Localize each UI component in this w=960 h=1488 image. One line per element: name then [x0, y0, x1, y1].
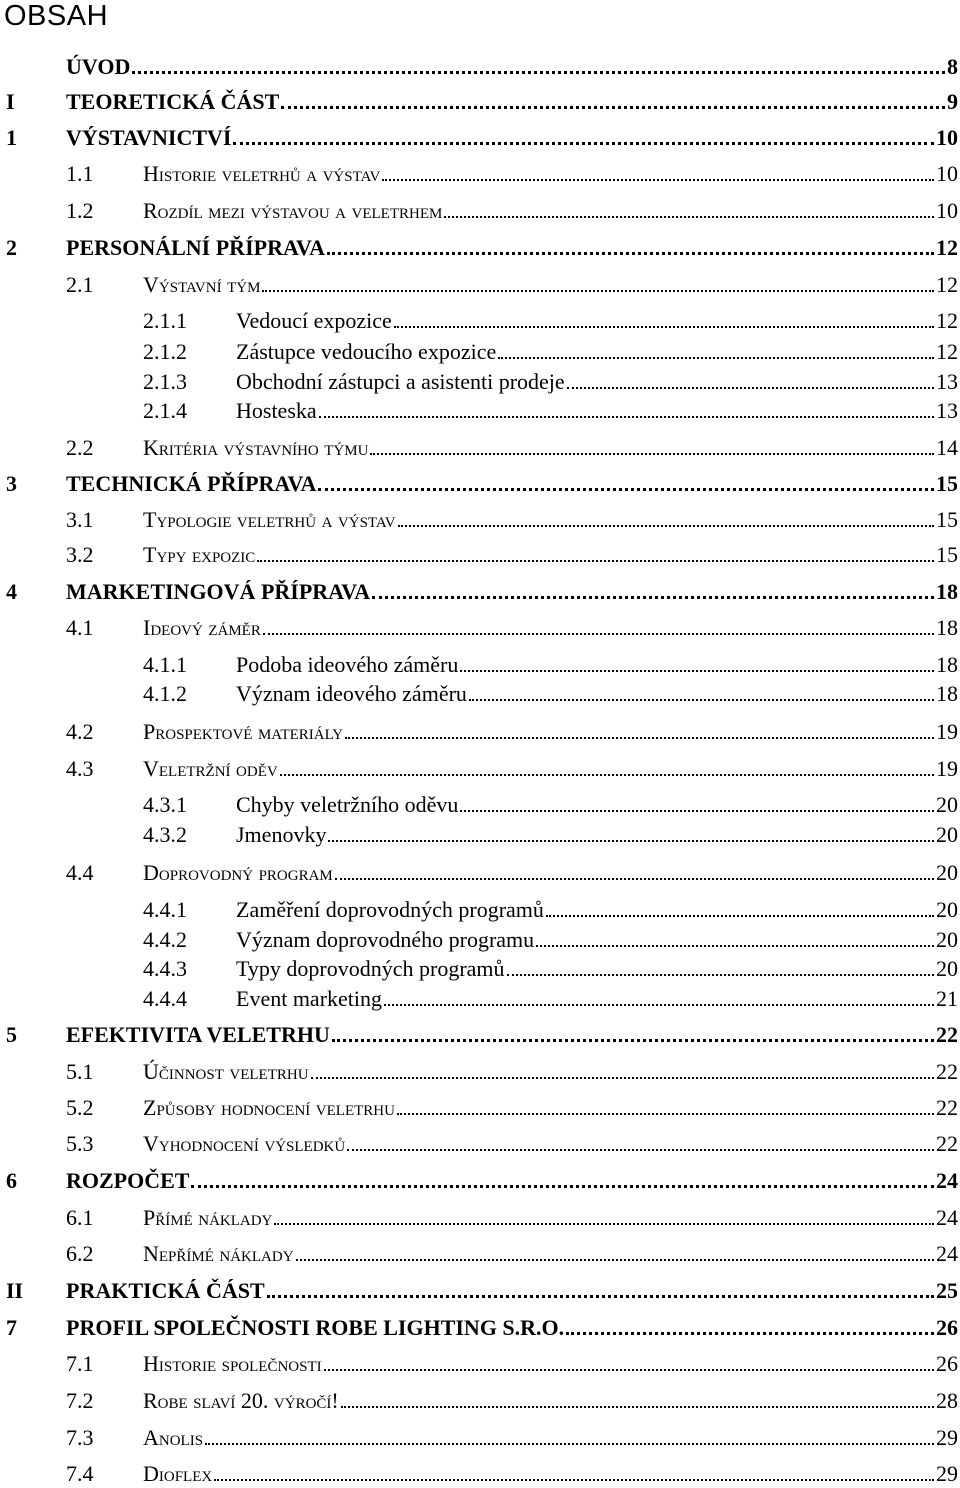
dot-leader [505, 955, 936, 983]
toc-entry-page: 10 [936, 198, 958, 223]
toc-entry-number: 7.2 [66, 1388, 94, 1413]
toc-entry-number: 4.4.2 [143, 927, 187, 952]
toc-entry-page: 21 [936, 986, 958, 1011]
dot-leader [326, 821, 936, 849]
dot-leader [467, 680, 936, 708]
toc-entry-page: 22 [936, 1095, 958, 1120]
toc-entry-number: 2.1.1 [143, 308, 187, 333]
toc-entry-title: TEORETICKÁ ČÁST [66, 89, 280, 114]
toc-entry-page: 12 [936, 272, 958, 297]
toc-entry-number: 4.4.4 [143, 986, 187, 1011]
toc-entry-number: 3.2 [66, 542, 94, 567]
toc-entry-number: 5.2 [66, 1095, 94, 1120]
toc-entry-page: 22 [936, 1022, 958, 1047]
toc-entry[interactable] [0, 541, 958, 569]
toc-entry[interactable] [0, 651, 958, 679]
toc-entry-number: 1.1 [66, 161, 94, 186]
toc-entry-page: 15 [936, 542, 958, 567]
toc-entry-title: VÝSTAVNICTVÍ [66, 125, 232, 150]
toc-entry[interactable] [0, 271, 958, 299]
toc-entry-title: Nepřímé náklady [143, 1241, 294, 1266]
toc-entry-number: 4.3.1 [143, 792, 187, 817]
toc-entry[interactable] [0, 338, 958, 366]
toc-entry[interactable] [0, 160, 958, 188]
dot-leader [322, 1350, 936, 1378]
toc-entry-title: Vyhodnocení výsledků [143, 1131, 346, 1156]
toc-entry-number: 2.1 [66, 272, 94, 297]
toc-entry[interactable] [6, 578, 958, 606]
toc-entry-number: 4.4.1 [143, 897, 187, 922]
toc-heading: OBSAH [4, 0, 109, 32]
toc-entry-title: ÚVOD [66, 54, 131, 79]
toc-entry[interactable] [0, 506, 958, 534]
toc-entry[interactable] [0, 1424, 958, 1452]
toc-entry[interactable] [0, 1130, 958, 1158]
toc-entry-number: 7.1 [66, 1351, 94, 1376]
toc-entry-title: Dioflex [143, 1461, 213, 1486]
toc-entry-title: TECHNICKÁ PŘÍPRAVA [66, 471, 317, 496]
dot-leader [345, 1130, 936, 1158]
toc-entry-page: 24 [936, 1205, 958, 1230]
toc-entry-title: Rozdíl mezi výstavou a veletrhem [143, 198, 443, 223]
dot-leader [343, 718, 936, 746]
dot-leader [442, 197, 936, 225]
toc-entry-page: 20 [936, 956, 958, 981]
toc-entry-title: Vedoucí expozice [236, 308, 392, 333]
toc-entry[interactable] [0, 896, 958, 924]
toc-entry-page: 8 [947, 54, 958, 79]
toc-entry-title: Jmenovky [236, 822, 327, 847]
toc-entry-page: 18 [936, 652, 958, 677]
toc-entry-title: Chyby veletržního oděvu [236, 792, 459, 817]
toc-entry-number: II [6, 1278, 24, 1303]
toc-entry-page: 15 [936, 471, 958, 496]
toc-entry-title: Podoba ideového záměru [236, 652, 459, 677]
toc-entry-number: 5 [6, 1022, 17, 1047]
toc-entry[interactable] [6, 1167, 958, 1195]
toc-entry-title: Ideový záměr [143, 615, 261, 640]
dot-leader [316, 470, 936, 498]
toc-entry-page: 13 [936, 369, 958, 394]
toc-entry-title: Význam doprovodného programu [236, 927, 535, 952]
toc-entry[interactable] [0, 1240, 958, 1268]
toc-entry-number: 2.1.4 [143, 398, 187, 423]
dot-leader [278, 755, 936, 783]
toc-entry-title: Zaměření doprovodných programů [236, 897, 544, 922]
dot-leader [130, 53, 947, 81]
toc-entry-page: 29 [936, 1425, 958, 1450]
dot-leader [260, 271, 936, 299]
dot-leader [339, 1387, 936, 1415]
toc-entry[interactable] [0, 614, 958, 642]
toc-entry-title: Výstavní tým [143, 272, 261, 297]
toc-entry-title: Obchodní zástupci a asistenti prodeje [236, 369, 565, 394]
toc-entry-number: 4.1.1 [143, 652, 187, 677]
toc-entry[interactable] [0, 859, 958, 887]
dot-leader [333, 859, 936, 887]
toc-entry-number: 5.1 [66, 1059, 94, 1084]
toc-entry[interactable] [0, 307, 958, 335]
toc-entry-page: 12 [936, 308, 958, 333]
toc-entry-number: 1 [6, 125, 17, 150]
toc-entry[interactable] [0, 1387, 958, 1415]
toc-entry-number: 4.1.2 [143, 681, 187, 706]
toc-entry-page: 19 [936, 756, 958, 781]
toc-entry-number: 5.3 [66, 1131, 94, 1156]
toc-entry-page: 25 [936, 1278, 958, 1303]
dot-leader [458, 651, 936, 679]
toc-entry-number: 2.1.2 [143, 339, 187, 364]
toc-entry-page: 22 [936, 1131, 958, 1156]
toc-entry-title: Typologie veletrhů a výstav [143, 507, 396, 532]
toc-entry-page: 14 [936, 435, 958, 460]
toc-entry-number: 6.2 [66, 1241, 94, 1266]
toc-entry-number: I [6, 89, 15, 114]
toc-entry-title: Historie veletrhů a výstav [143, 161, 381, 186]
toc-entry[interactable] [0, 197, 958, 225]
toc-entry[interactable] [0, 1058, 958, 1086]
toc-entry-page: 10 [936, 125, 958, 150]
toc-entry-title: Typy doprovodných programů [236, 956, 505, 981]
toc-entry[interactable] [0, 1204, 958, 1232]
toc-entry[interactable] [6, 1021, 958, 1049]
dot-leader [370, 578, 936, 606]
dot-leader [382, 985, 936, 1013]
toc-entry[interactable] [0, 955, 958, 983]
dot-leader [544, 896, 936, 924]
toc-entry-title: Účinnost veletrhu [143, 1059, 309, 1084]
dot-leader [255, 541, 936, 569]
toc-entry-page: 29 [936, 1461, 958, 1486]
toc-entry-page: 20 [936, 860, 958, 885]
toc-entry-number: 4.4.3 [143, 956, 187, 981]
toc-entry[interactable] [6, 470, 958, 498]
toc-entry[interactable] [6, 53, 958, 81]
dot-leader [317, 397, 936, 425]
toc-entry-title: ROZPOČET [66, 1168, 190, 1193]
toc-entry-title: Event marketing [236, 986, 383, 1011]
toc-entry-title: PRAKTICKÁ ČÁST [66, 1278, 265, 1303]
toc-entry-title: Historie společnosti [143, 1351, 322, 1376]
toc-entry-title: Přímé náklady [143, 1205, 273, 1230]
toc-entry-page: 26 [936, 1351, 958, 1376]
toc-entry[interactable] [0, 434, 958, 462]
dot-leader [212, 1460, 936, 1488]
toc-entry-number: 6 [6, 1168, 17, 1193]
toc-entry-page: 24 [936, 1241, 958, 1266]
toc-entry-number: 3.1 [66, 507, 94, 532]
toc-entry-title: Doprovodný program [143, 860, 333, 885]
toc-entry-number: 7.4 [66, 1461, 94, 1486]
toc-entry-title: Veletržní oděv [143, 756, 278, 781]
toc-entry-title: EFEKTIVITA VELETRHU [66, 1022, 330, 1047]
toc-entry-title: Způsoby hodnocení veletrhu [143, 1095, 395, 1120]
toc-entry[interactable] [0, 1460, 958, 1488]
dot-leader [325, 234, 936, 262]
dot-leader [458, 791, 936, 819]
toc-entry-title: PERSONÁLNÍ PŘÍPRAVA [66, 235, 325, 260]
toc-entry[interactable] [0, 791, 958, 819]
toc-entry-title: Kritéria výstavního týmu [143, 435, 369, 460]
toc-entry-title: MARKETINGOVÁ PŘÍPRAVA [66, 579, 371, 604]
dot-leader [395, 1094, 936, 1122]
toc-entry-number: 7 [6, 1315, 17, 1340]
toc-entry[interactable] [0, 718, 958, 746]
toc-entry-page: 20 [936, 792, 958, 817]
toc-entry[interactable] [6, 88, 958, 116]
toc-entry-page: 10 [936, 161, 958, 186]
toc-entry-page: 13 [936, 398, 958, 423]
toc-entry-title: Hosteska [236, 398, 317, 423]
toc-entry-number: 4.3.2 [143, 822, 187, 847]
dot-leader [534, 926, 936, 954]
toc-entry[interactable] [0, 1094, 958, 1122]
toc-entry-title: Robe slaví 20. výročí! [143, 1388, 339, 1413]
toc-entry-title: Zástupce vedoucího expozice [236, 339, 497, 364]
toc-entry-page: 20 [936, 927, 958, 952]
toc-entry[interactable] [0, 1350, 958, 1378]
toc-entry-title: Anolis [143, 1425, 204, 1450]
toc-entry-number: 1.2 [66, 198, 94, 223]
dot-leader [279, 88, 947, 116]
toc-entry[interactable] [6, 1314, 958, 1342]
toc-entry-number: 7.3 [66, 1425, 94, 1450]
toc-entry-title: Význam ideového záměru [236, 681, 467, 706]
dot-leader [265, 1277, 936, 1305]
toc-entry-title: Prospektové materiály [143, 719, 344, 744]
toc-entry-page: 18 [936, 579, 958, 604]
toc-entry-number: 4 [6, 579, 17, 604]
toc-entry[interactable] [0, 985, 958, 1013]
toc-entry-page: 24 [936, 1168, 958, 1193]
toc-entry-number: 2.1.3 [143, 369, 187, 394]
dot-leader [565, 368, 936, 396]
dot-leader [294, 1240, 936, 1268]
dot-leader [261, 614, 936, 642]
toc-entry-title: Typy expozic [143, 542, 256, 567]
toc-entry[interactable] [6, 1277, 958, 1305]
toc-entry[interactable] [0, 397, 958, 425]
toc-entry-number: 6.1 [66, 1205, 94, 1230]
dot-leader [231, 124, 936, 152]
toc-entry[interactable] [6, 124, 958, 152]
toc-entry-page: 28 [936, 1388, 958, 1413]
toc-entry-page: 18 [936, 615, 958, 640]
toc-entry[interactable] [0, 755, 958, 783]
toc-entry-number: 4.3 [66, 756, 94, 781]
dot-leader [368, 434, 936, 462]
dot-leader [330, 1021, 936, 1049]
toc-entry-page: 26 [936, 1315, 958, 1340]
dot-leader [564, 1314, 936, 1342]
toc-entry-page: 9 [947, 89, 958, 114]
toc-entry-page: 12 [936, 339, 958, 364]
toc-entry-number: 4.2 [66, 719, 94, 744]
toc-entry[interactable] [0, 680, 958, 708]
toc-entry[interactable] [0, 926, 958, 954]
toc-entry-number: 2.2 [66, 435, 94, 460]
toc-entry-page: 15 [936, 507, 958, 532]
toc-entry-page: 12 [936, 235, 958, 260]
toc-entry-page: 20 [936, 897, 958, 922]
toc-entry-number: 4.1 [66, 615, 94, 640]
toc-entry-page: 20 [936, 822, 958, 847]
toc-entry-page: 18 [936, 681, 958, 706]
dot-leader [380, 160, 936, 188]
toc-entry[interactable] [0, 368, 958, 396]
dot-leader [496, 338, 936, 366]
toc-entry-title: PROFIL SPOLEČNOSTI ROBE LIGHTING S.R.O. [66, 1315, 565, 1340]
dot-leader [189, 1167, 936, 1195]
toc-entry[interactable] [6, 234, 958, 262]
toc-entry-number: 2 [6, 235, 17, 260]
dot-leader [396, 506, 936, 534]
toc-entry-number: 3 [6, 471, 17, 496]
toc-entry-page: 19 [936, 719, 958, 744]
toc-entry[interactable] [0, 821, 958, 849]
dot-leader [203, 1424, 936, 1452]
toc-entry-page: 22 [936, 1059, 958, 1084]
dot-leader [309, 1058, 936, 1086]
toc-entry-number: 4.4 [66, 860, 94, 885]
dot-leader [392, 307, 936, 335]
dot-leader [272, 1204, 936, 1232]
